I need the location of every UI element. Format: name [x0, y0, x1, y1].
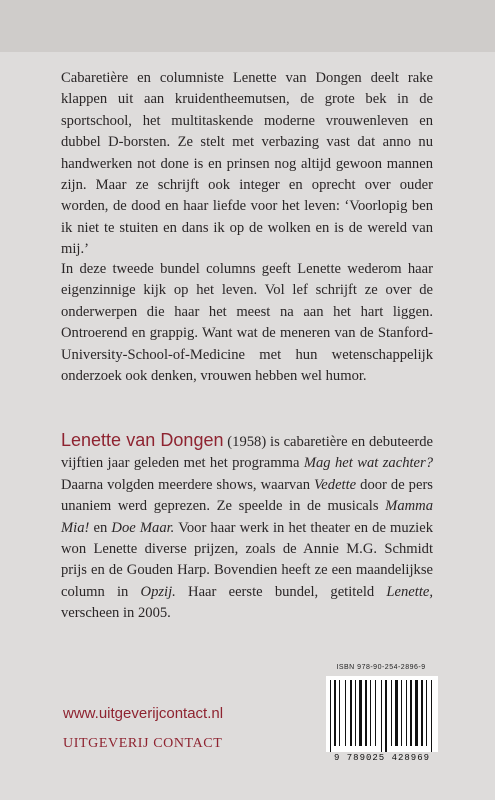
- barcode-stripe: [375, 680, 376, 746]
- author-name: Lenette van Dongen: [61, 430, 224, 450]
- publisher-url[interactable]: www.uitgeverijcontact.nl: [63, 705, 224, 722]
- bio-text: verscheen in 2005.: [61, 605, 171, 622]
- barcode-stripe: [410, 680, 412, 746]
- barcode-number: 9 789025 428969: [333, 753, 430, 763]
- barcode-stripe: [365, 680, 367, 746]
- blurb-paragraph-1: Cabaretière en columniste Lenette van Dongen deelt rake klappen uit aan kruidentheemutsen, de grote bek in de sportschool, het multitaskende moderne vrouwenleven en dubbel D-borsten. Ze stelt met verbazing vast dat anno nu handwerken not done is en prinsen nog altijd gewoon mannen zijn. Maar ze schrijft ook integer en oprecht over ouder worden, de dood en haar liefde voor het leven: ‘Voorlopig ben ik niet te stuiten en dans ik op de wolken en is de wereld van mij.’: [61, 70, 433, 258]
- barcode-stripe: [421, 680, 423, 746]
- isbn-label: ISBN 978-90-254-2896-9: [336, 664, 426, 671]
- musical-title: Mamma Mia!: [61, 498, 433, 536]
- publisher-name: UITGEVERIJ CONTACT: [63, 736, 223, 751]
- barcode-stripe: [355, 680, 356, 746]
- top-band: [0, 0, 495, 52]
- show-title: Mag het wat zachter?: [303, 455, 433, 472]
- barcode-stripe: [385, 680, 387, 752]
- bio-text: (1958) is cabaretière en debuteerde vijftien jaar geleden met het programma: [61, 434, 433, 472]
- barcode-stripe: [359, 680, 362, 746]
- barcode-stripe: [334, 680, 336, 746]
- magazine-title: Opzij.: [140, 583, 176, 600]
- musical-title: Doe Maar.: [111, 519, 175, 536]
- barcode-bars: [326, 676, 438, 752]
- author-bio: [61, 430, 433, 625]
- barcode-stripe: [350, 680, 352, 746]
- blurb-paragraph-2: In deze tweede bundel columns geeft Lenette wederom haar eigenzinnige kijk op het leven. Vol lef schrijft ze over de onderwerpen die haar het meest na aan het hart liggen. Ontroerend en grappig. Want wat de meneren van de Stanford-University-School-of-Medicine met hun wetenschappelijk onderzoek ook denken, vrouwen hebben wel humor.: [61, 261, 433, 385]
- barcode-stripe: [426, 680, 427, 746]
- barcode-stripe: [401, 680, 402, 746]
- barcode-stripe: [395, 680, 398, 746]
- bio-text: door de pers unaniem werd geprezen. Ze speelde in de musicals: [61, 476, 433, 515]
- bio-text: Haar eerste bundel, getiteld: [175, 583, 387, 600]
- barcode-stripe: [431, 680, 432, 752]
- bio-text: en: [89, 519, 112, 536]
- barcode-stripe: [345, 680, 346, 746]
- bio-text: Voor haar werk in het theater en de muziek won Lenette diverse prijzen, zoals de Annie M.G. Schmidt prijs en de Gouden Harp. Bovendien heeft ze een maandelijkse column in: [61, 519, 434, 600]
- show-title: Vedette: [314, 476, 357, 493]
- book-title: Lenette,: [386, 583, 433, 600]
- barcode-stripe: [415, 680, 418, 746]
- barcode-stripe: [370, 680, 371, 746]
- barcode-stripe: [339, 680, 340, 746]
- barcode-stripe: [381, 680, 382, 752]
- isbn-barcode: [320, 664, 442, 768]
- bio-text: Daarna volgden meerdere shows, waarvan: [61, 476, 314, 493]
- barcode-stripe: [330, 680, 331, 752]
- barcode-stripe: [391, 680, 392, 746]
- barcode-stripe: [406, 680, 407, 746]
